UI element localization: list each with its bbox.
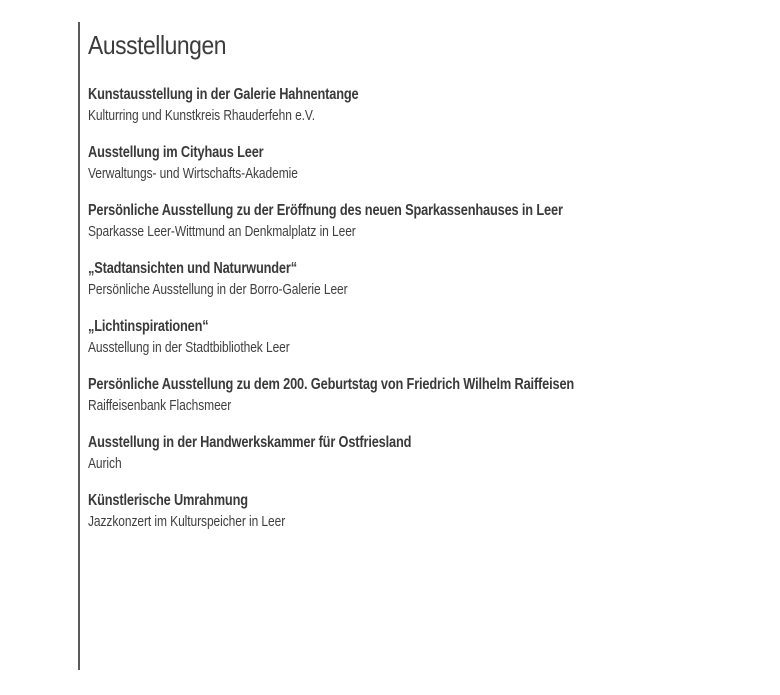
page-title: Ausstellungen [88,30,227,60]
exhibition-item [88,316,758,358]
exhibition-venue: Raiffeisenbank Flachsmeer [88,397,232,414]
exhibition-venue: Sparkasse Leer-Wittmund an Denkmalplatz in Leer [88,223,356,240]
exhibition-title: Künstlerische Umrahmung [88,492,248,509]
exhibition-title: Ausstellung in der Handwerkskammer für Ostfriesland [88,434,412,451]
exhibition-item [88,374,758,416]
exhibition-title: „Lichtinspirationen“ [88,318,209,335]
exhibition-venue: Verwaltungs- und Wirtschafts-Akademie [88,165,298,182]
exhibition-title: Kunstausstellung in der Galerie Hahnentange [88,86,359,103]
exhibition-item [88,258,758,300]
exhibition-venue: Persönliche Ausstellung in der Borro-Galerie Leer [88,281,348,298]
exhibition-item [88,490,758,532]
exhibition-item [88,142,758,184]
exhibition-title: Ausstellung im Cityhaus Leer [88,144,264,161]
exhibition-venue: Kulturring und Kunstkreis Rhauderfehn e.V. [88,107,316,124]
exhibitions-section [78,22,758,670]
exhibition-item [88,432,758,474]
exhibition-venue: Ausstellung in der Stadtbibliothek Leer [88,339,290,356]
exhibition-venue: Jazzkonzert im Kulturspeicher in Leer [88,513,286,530]
exhibition-venue: Aurich [88,455,122,472]
exhibition-title: Persönliche Ausstellung zu dem 200. Geburtstag von Friedrich Wilhelm Raiffeisen [88,376,575,393]
exhibition-item [88,200,758,242]
exhibition-title: „Stadtansichten und Naturwunder“ [88,260,297,277]
exhibition-title: Persönliche Ausstellung zu der Eröffnung des neuen Sparkassenhauses in Leer [88,202,563,219]
exhibition-item [88,84,758,126]
